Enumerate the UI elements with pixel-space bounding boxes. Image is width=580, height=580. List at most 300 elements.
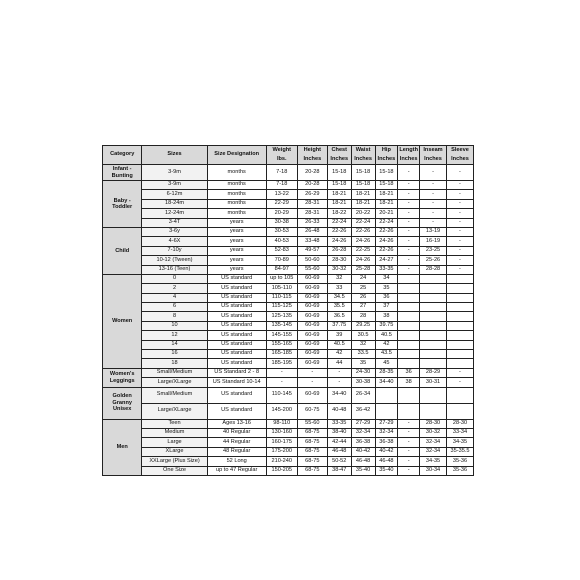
measurement-cell: 13-22 <box>266 190 297 199</box>
measurement-cell: 33 <box>327 284 351 293</box>
measurement-cell: 38 <box>398 378 420 387</box>
table-row <box>103 274 474 283</box>
category-cell: Women <box>103 274 142 368</box>
chest-header: Chest <box>327 146 351 156</box>
measurement-cell: 210-240 <box>266 457 297 466</box>
measurement-cell: - <box>327 368 351 377</box>
table-row <box>103 438 474 447</box>
measurement-cell: 34.5 <box>327 293 351 302</box>
measurement-cell: 27 <box>351 303 375 312</box>
measurement-cell <box>398 312 420 321</box>
size-cell: 10 <box>142 321 207 330</box>
measurement-cell: - <box>420 199 447 208</box>
measurement-cell: 23-25 <box>420 246 447 255</box>
measurement-cell: 15-18 <box>375 181 398 190</box>
measurement-cell: 7-18 <box>266 165 297 181</box>
measurement-cell: - <box>327 378 351 387</box>
size-cell: Large/XLarge <box>142 378 207 387</box>
measurement-cell: - <box>446 368 473 377</box>
measurement-cell: - <box>398 218 420 227</box>
measurement-cell <box>420 312 447 321</box>
designation-cell: years <box>207 237 266 246</box>
table-row <box>103 340 474 349</box>
measurement-cell: 40-42 <box>375 447 398 456</box>
measurement-cell: 26-34 <box>351 387 375 403</box>
measurement-cell: 15-18 <box>375 165 398 181</box>
measurement-cell: 32-34 <box>375 428 398 437</box>
measurement-cell <box>420 359 447 368</box>
measurement-cell: 125-135 <box>266 312 297 321</box>
measurement-cell: 24 <box>351 274 375 283</box>
measurement-cell: 16-19 <box>420 237 447 246</box>
size-designation-header: Size Designation <box>207 146 266 165</box>
measurement-cell: - <box>446 209 473 218</box>
measurement-cell: 15-18 <box>327 165 351 181</box>
measurement-cell: 60-69 <box>297 350 327 359</box>
designation-cell: US standard <box>207 359 266 368</box>
measurement-cell: 28-31 <box>297 199 327 208</box>
measurement-cell: 30-31 <box>420 378 447 387</box>
measurement-cell: 35-40 <box>375 466 398 475</box>
measurement-cell <box>446 350 473 359</box>
designation-cell: US standard <box>207 303 266 312</box>
table-row <box>103 359 474 368</box>
size-cell: 2 <box>142 284 207 293</box>
measurement-cell: - <box>398 227 420 236</box>
measurement-cell: 28-35 <box>375 368 398 377</box>
table-row <box>103 284 474 293</box>
measurement-cell: - <box>266 368 297 377</box>
designation-cell: US standard <box>207 387 266 403</box>
measurement-cell: - <box>420 209 447 218</box>
measurement-cell <box>398 359 420 368</box>
measurement-cell: 60-75 <box>297 403 327 419</box>
measurement-cell: 22-26 <box>375 246 398 255</box>
measurement-cell <box>446 387 473 403</box>
measurement-cell: 34-35 <box>446 438 473 447</box>
measurement-cell: 145-155 <box>266 331 297 340</box>
table-row <box>103 350 474 359</box>
designation-cell: Ages 13-16 <box>207 419 266 428</box>
table-row <box>103 227 474 236</box>
table-row <box>103 428 474 437</box>
category-cell: Men <box>103 419 142 475</box>
measurement-cell: 34-40 <box>375 378 398 387</box>
table-row <box>103 303 474 312</box>
measurement-cell: 40-48 <box>327 403 351 419</box>
measurement-cell <box>398 350 420 359</box>
measurement-cell: 36 <box>398 368 420 377</box>
measurement-cell: 22-26 <box>351 227 375 236</box>
measurement-cell: - <box>446 165 473 181</box>
measurement-cell: 37 <box>375 303 398 312</box>
measurement-cell: 18-21 <box>351 199 375 208</box>
measurement-cell <box>420 387 447 403</box>
measurement-cell <box>446 284 473 293</box>
measurement-cell: 27-29 <box>375 419 398 428</box>
measurement-cell: 60-69 <box>297 340 327 349</box>
measurement-cell: - <box>398 165 420 181</box>
designation-cell: 52 Long <box>207 457 266 466</box>
measurement-cell: 20-21 <box>375 209 398 218</box>
table-row <box>103 256 474 265</box>
designation-cell: years <box>207 227 266 236</box>
waist-unit: Inches <box>351 156 375 165</box>
measurement-cell: - <box>398 419 420 428</box>
measurement-cell: 15-18 <box>327 181 351 190</box>
table-row <box>103 368 474 377</box>
measurement-cell <box>420 321 447 330</box>
table-row <box>103 181 474 190</box>
size-cell: 3-9m <box>142 165 207 181</box>
measurement-cell: 7-18 <box>266 181 297 190</box>
measurement-cell: 26 <box>351 293 375 302</box>
measurement-cell: - <box>297 378 327 387</box>
category-cell: Baby - Toddler <box>103 181 142 228</box>
measurement-cell: - <box>398 199 420 208</box>
size-cell: 12 <box>142 331 207 340</box>
measurement-cell: 20-29 <box>266 209 297 218</box>
waist-header: Waist <box>351 146 375 156</box>
designation-cell: years <box>207 256 266 265</box>
designation-cell: US standard <box>207 284 266 293</box>
measurement-cell <box>398 293 420 302</box>
measurement-cell: 60-69 <box>297 359 327 368</box>
measurement-cell: 39 <box>327 331 351 340</box>
measurement-cell: - <box>446 246 473 255</box>
table-row <box>103 237 474 246</box>
measurement-cell: 22-26 <box>327 227 351 236</box>
category-cell: Infant - Bunting <box>103 165 142 181</box>
measurement-cell: 34 <box>375 274 398 283</box>
measurement-cell: 42 <box>327 350 351 359</box>
measurement-cell <box>446 274 473 283</box>
measurement-cell: 30-38 <box>351 378 375 387</box>
measurement-cell: 24-26 <box>351 256 375 265</box>
measurement-cell: 35-36 <box>446 466 473 475</box>
size-cell: 18-24m <box>142 199 207 208</box>
measurement-cell: 22-24 <box>375 218 398 227</box>
designation-cell: US standard <box>207 312 266 321</box>
length-header: Length <box>398 146 420 156</box>
measurement-cell: 105-110 <box>266 284 297 293</box>
measurement-cell <box>398 331 420 340</box>
measurement-cell: - <box>398 181 420 190</box>
size-cell: Small/Medium <box>142 387 207 403</box>
table-body <box>103 165 474 476</box>
size-cell: 10-12 (Tween) <box>142 256 207 265</box>
category-header: Category <box>103 146 142 165</box>
designation-cell: US standard <box>207 321 266 330</box>
measurement-cell: 26-48 <box>297 227 327 236</box>
measurement-cell: up to 105 <box>266 274 297 283</box>
measurement-cell: 42-44 <box>327 438 351 447</box>
measurement-cell: 55-60 <box>297 419 327 428</box>
measurement-cell: 32-34 <box>420 447 447 456</box>
measurement-cell: 150-205 <box>266 466 297 475</box>
size-cell: 3-9m <box>142 181 207 190</box>
weight-unit: lbs. <box>266 156 297 165</box>
measurement-cell: 110-115 <box>266 293 297 302</box>
measurement-cell: 24-26 <box>375 237 398 246</box>
category-cell: Golden Granny Unisex <box>103 387 142 419</box>
header-row <box>103 146 474 156</box>
measurement-cell: - <box>420 218 447 227</box>
measurement-cell <box>398 340 420 349</box>
measurement-cell: - <box>266 378 297 387</box>
sleeve-header: Sleeve <box>446 146 473 156</box>
table-row <box>103 293 474 302</box>
measurement-cell: 40.5 <box>327 340 351 349</box>
measurement-cell: 24-26 <box>351 237 375 246</box>
measurement-cell: - <box>398 237 420 246</box>
measurement-cell: 98-110 <box>266 419 297 428</box>
measurement-cell: 30.5 <box>351 331 375 340</box>
hip-header: Hip <box>375 146 398 156</box>
measurement-cell: 60-69 <box>297 321 327 330</box>
measurement-cell <box>398 274 420 283</box>
measurement-cell: 38-47 <box>327 466 351 475</box>
measurement-cell <box>446 340 473 349</box>
measurement-cell <box>420 331 447 340</box>
table-row <box>103 312 474 321</box>
size-cell: Medium <box>142 428 207 437</box>
measurement-cell: 175-200 <box>266 447 297 456</box>
measurement-cell: - <box>420 181 447 190</box>
measurement-cell: 35-36 <box>446 457 473 466</box>
designation-cell: US Standard 10-14 <box>207 378 266 387</box>
designation-cell: US standard <box>207 403 266 419</box>
measurement-cell <box>398 321 420 330</box>
designation-cell: 40 Regular <box>207 428 266 437</box>
measurement-cell: 29.25 <box>351 321 375 330</box>
designation-cell: US Standard 2 - 8 <box>207 368 266 377</box>
measurement-cell: 115-125 <box>266 303 297 312</box>
table-row <box>103 199 474 208</box>
measurement-cell: 26-33 <box>297 218 327 227</box>
measurement-cell: 60-69 <box>297 387 327 403</box>
measurement-cell: 45 <box>375 359 398 368</box>
measurement-cell: 18-21 <box>375 190 398 199</box>
measurement-cell: 36.5 <box>327 312 351 321</box>
measurement-cell: - <box>446 227 473 236</box>
size-cell: 12-24m <box>142 209 207 218</box>
measurement-cell <box>420 293 447 302</box>
category-cell: Child <box>103 227 142 274</box>
measurement-cell: - <box>446 237 473 246</box>
category-cell: Women's Leggings <box>103 368 142 387</box>
measurement-cell: 40.5 <box>375 331 398 340</box>
measurement-cell: 68-75 <box>297 466 327 475</box>
measurement-cell: 25-28 <box>351 265 375 274</box>
table-row <box>103 321 474 330</box>
measurement-cell: 32-34 <box>351 428 375 437</box>
weight-header: Weight <box>266 146 297 156</box>
table-row <box>103 165 474 181</box>
measurement-cell <box>446 293 473 302</box>
size-cell: Teen <box>142 419 207 428</box>
measurement-cell: 60-69 <box>297 284 327 293</box>
measurement-cell: 60-69 <box>297 331 327 340</box>
measurement-cell: 130-160 <box>266 428 297 437</box>
size-cell: Small/Medium <box>142 368 207 377</box>
measurement-cell: 18-22 <box>327 209 351 218</box>
measurement-cell: 22-29 <box>266 199 297 208</box>
measurement-cell: 22-24 <box>327 218 351 227</box>
measurement-cell: - <box>398 466 420 475</box>
measurement-cell: 38 <box>375 312 398 321</box>
designation-cell: US standard <box>207 331 266 340</box>
measurement-cell: 40-42 <box>351 447 375 456</box>
measurement-cell: 43.5 <box>375 350 398 359</box>
size-chart-table <box>102 145 474 476</box>
measurement-cell: 30-32 <box>327 265 351 274</box>
measurement-cell: 15-18 <box>351 181 375 190</box>
sizes-header: Sizes <box>142 146 207 165</box>
size-cell: 4-6X <box>142 237 207 246</box>
measurement-cell: 33-35 <box>327 419 351 428</box>
measurement-cell: 28-29 <box>420 368 447 377</box>
measurement-cell: 49-57 <box>297 246 327 255</box>
size-cell: 3-4T <box>142 218 207 227</box>
designation-cell: 44 Regular <box>207 438 266 447</box>
measurement-cell: 30-32 <box>420 428 447 437</box>
measurement-cell: 46-48 <box>327 447 351 456</box>
measurement-cell: 28 <box>351 312 375 321</box>
measurement-cell: 30-34 <box>420 466 447 475</box>
size-cell: 4 <box>142 293 207 302</box>
designation-cell: US standard <box>207 340 266 349</box>
measurement-cell: 145-200 <box>266 403 297 419</box>
measurement-cell <box>420 403 447 419</box>
measurement-cell: 28-30 <box>327 256 351 265</box>
size-cell: 13-16 (Teen) <box>142 265 207 274</box>
measurement-cell <box>398 303 420 312</box>
inseam-header: Inseam <box>420 146 447 156</box>
measurement-cell: 160-175 <box>266 438 297 447</box>
designation-cell: years <box>207 265 266 274</box>
measurement-cell: 25-26 <box>420 256 447 265</box>
measurement-cell: 42 <box>375 340 398 349</box>
measurement-cell: 60-69 <box>297 312 327 321</box>
measurement-cell: - <box>446 181 473 190</box>
measurement-cell: 50-60 <box>297 256 327 265</box>
measurement-cell: - <box>297 368 327 377</box>
table-row <box>103 403 474 419</box>
measurement-cell <box>446 303 473 312</box>
designation-cell: months <box>207 190 266 199</box>
measurement-cell: - <box>398 246 420 255</box>
measurement-cell <box>375 403 398 419</box>
size-cell: 14 <box>142 340 207 349</box>
measurement-cell: 28-28 <box>420 265 447 274</box>
measurement-cell: - <box>398 438 420 447</box>
size-cell: 7-10y <box>142 246 207 255</box>
measurement-cell <box>398 387 420 403</box>
measurement-cell: 46-48 <box>351 457 375 466</box>
measurement-cell: - <box>446 218 473 227</box>
measurement-cell: 25 <box>351 284 375 293</box>
measurement-cell: 39.75 <box>375 321 398 330</box>
measurement-cell <box>375 387 398 403</box>
measurement-cell: 68-75 <box>297 428 327 437</box>
measurement-cell: 24-27 <box>375 256 398 265</box>
measurement-cell: 26-29 <box>297 190 327 199</box>
size-cell: 16 <box>142 350 207 359</box>
measurement-cell: 155-165 <box>266 340 297 349</box>
measurement-cell <box>446 359 473 368</box>
table-row <box>103 387 474 403</box>
table-row <box>103 218 474 227</box>
measurement-cell: 84-97 <box>266 265 297 274</box>
measurement-cell: 15-18 <box>351 165 375 181</box>
measurement-cell: - <box>398 190 420 199</box>
measurement-cell: 44 <box>327 359 351 368</box>
measurement-cell: 20-28 <box>297 165 327 181</box>
measurement-cell: 68-75 <box>297 447 327 456</box>
table-row <box>103 190 474 199</box>
measurement-cell: 35 <box>351 359 375 368</box>
table-row <box>103 447 474 456</box>
measurement-cell: 13-19 <box>420 227 447 236</box>
measurement-cell: 24-30 <box>351 368 375 377</box>
measurement-cell: 60-69 <box>297 293 327 302</box>
measurement-cell: 24-26 <box>327 237 351 246</box>
measurement-cell: 18-21 <box>351 190 375 199</box>
designation-cell: up to 47 Regular <box>207 466 266 475</box>
measurement-cell: 38-40 <box>327 428 351 437</box>
size-cell: Large <box>142 438 207 447</box>
measurement-cell: - <box>398 428 420 437</box>
designation-cell: years <box>207 218 266 227</box>
measurement-cell <box>446 321 473 330</box>
height-unit: Inches <box>297 156 327 165</box>
measurement-cell: 68-75 <box>297 438 327 447</box>
measurement-cell: - <box>446 199 473 208</box>
measurement-cell: 28-30 <box>446 419 473 428</box>
measurement-cell: 37.75 <box>327 321 351 330</box>
table-row <box>103 265 474 274</box>
measurement-cell: - <box>446 265 473 274</box>
table-row <box>103 378 474 387</box>
table-row <box>103 457 474 466</box>
measurement-cell: 20-22 <box>351 209 375 218</box>
size-chart <box>102 145 474 476</box>
height-header: Height <box>297 146 327 156</box>
measurement-cell: - <box>398 457 420 466</box>
measurement-cell: 36-42 <box>351 403 375 419</box>
designation-cell: US standard <box>207 293 266 302</box>
hip-unit: Inches <box>375 156 398 165</box>
measurement-cell: 30-53 <box>266 227 297 236</box>
measurement-cell: 22-26 <box>375 227 398 236</box>
measurement-cell: 30-38 <box>266 218 297 227</box>
measurement-cell: 34-40 <box>327 387 351 403</box>
measurement-cell: 26-28 <box>327 246 351 255</box>
measurement-cell <box>420 284 447 293</box>
table-row <box>103 419 474 428</box>
measurement-cell: 18-21 <box>327 190 351 199</box>
designation-cell: years <box>207 246 266 255</box>
measurement-cell: 18-21 <box>327 199 351 208</box>
measurement-cell: 22-24 <box>351 218 375 227</box>
measurement-cell: 36-38 <box>375 438 398 447</box>
designation-cell: months <box>207 181 266 190</box>
measurement-cell <box>446 331 473 340</box>
designation-cell: US standard <box>207 350 266 359</box>
designation-cell: 48 Regular <box>207 447 266 456</box>
measurement-cell: 32-34 <box>420 438 447 447</box>
